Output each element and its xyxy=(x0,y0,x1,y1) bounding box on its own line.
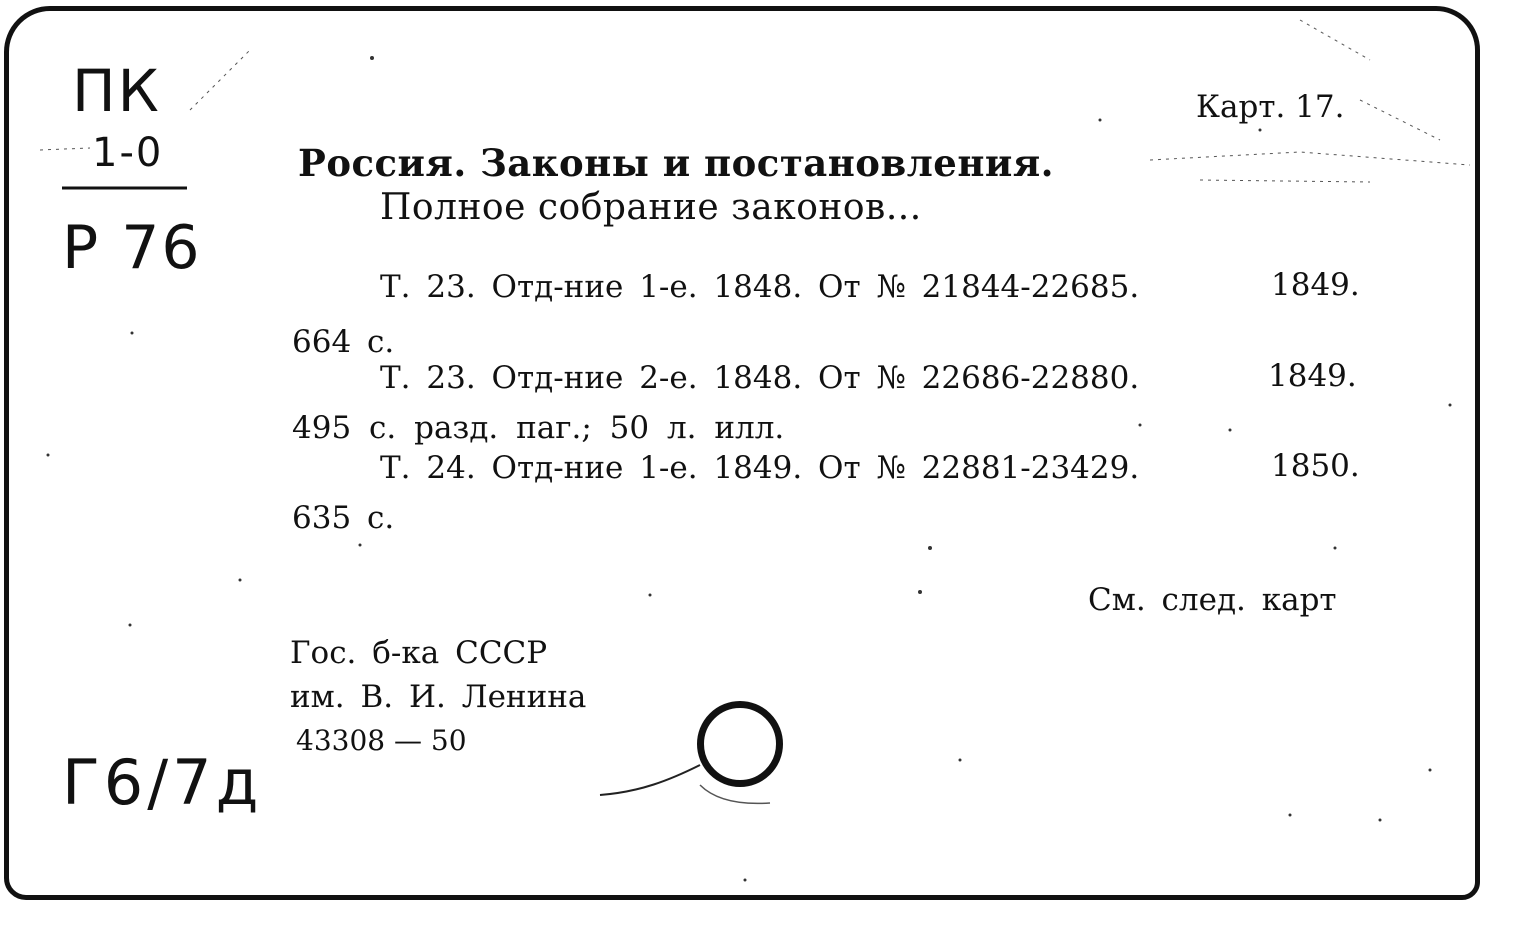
entry-1-year: 1849. xyxy=(1271,267,1360,303)
imprint-line1: Гос. б-ка СССР xyxy=(290,635,548,671)
entry-1-line2: 664 с. xyxy=(292,324,395,360)
shelfmark-line2: 1-0 xyxy=(92,130,164,176)
entry-3-year: 1850. xyxy=(1271,448,1360,484)
card-heading: Россия. Законы и постановления. xyxy=(298,141,1055,185)
entry-2-year: 1849. xyxy=(1268,358,1357,394)
entry-2-line2: 495 с. разд. паг.; 50 л. илл. xyxy=(292,410,785,446)
entry-1-line1: Т. 23. Отд-ние 1-е. 1848. От № 21844-22685. xyxy=(380,269,1140,305)
imprint-line3: 43308 — 50 xyxy=(296,724,467,757)
card-number: Карт. 17. xyxy=(1196,89,1345,125)
entry-3-line1: Т. 24. Отд-ние 1-е. 1849. От № 22881-23429. xyxy=(380,450,1140,486)
handwritten-note: Г6/7д xyxy=(62,746,263,819)
shelfmark-line1: ПК xyxy=(72,57,161,125)
entry-3-line2: 635 с. xyxy=(292,500,395,536)
shelfmark-line3: Р 76 xyxy=(62,213,202,283)
entry-2-line1: Т. 23. Отд-ние 2-е. 1848. От № 22686-22880. xyxy=(380,360,1140,396)
see-next-card: См. след. карт xyxy=(1088,582,1337,618)
stamp-circle xyxy=(697,701,783,787)
card-title: Полное собрание законов... xyxy=(380,187,922,228)
imprint-line2: им. В. И. Ленина xyxy=(290,679,587,715)
